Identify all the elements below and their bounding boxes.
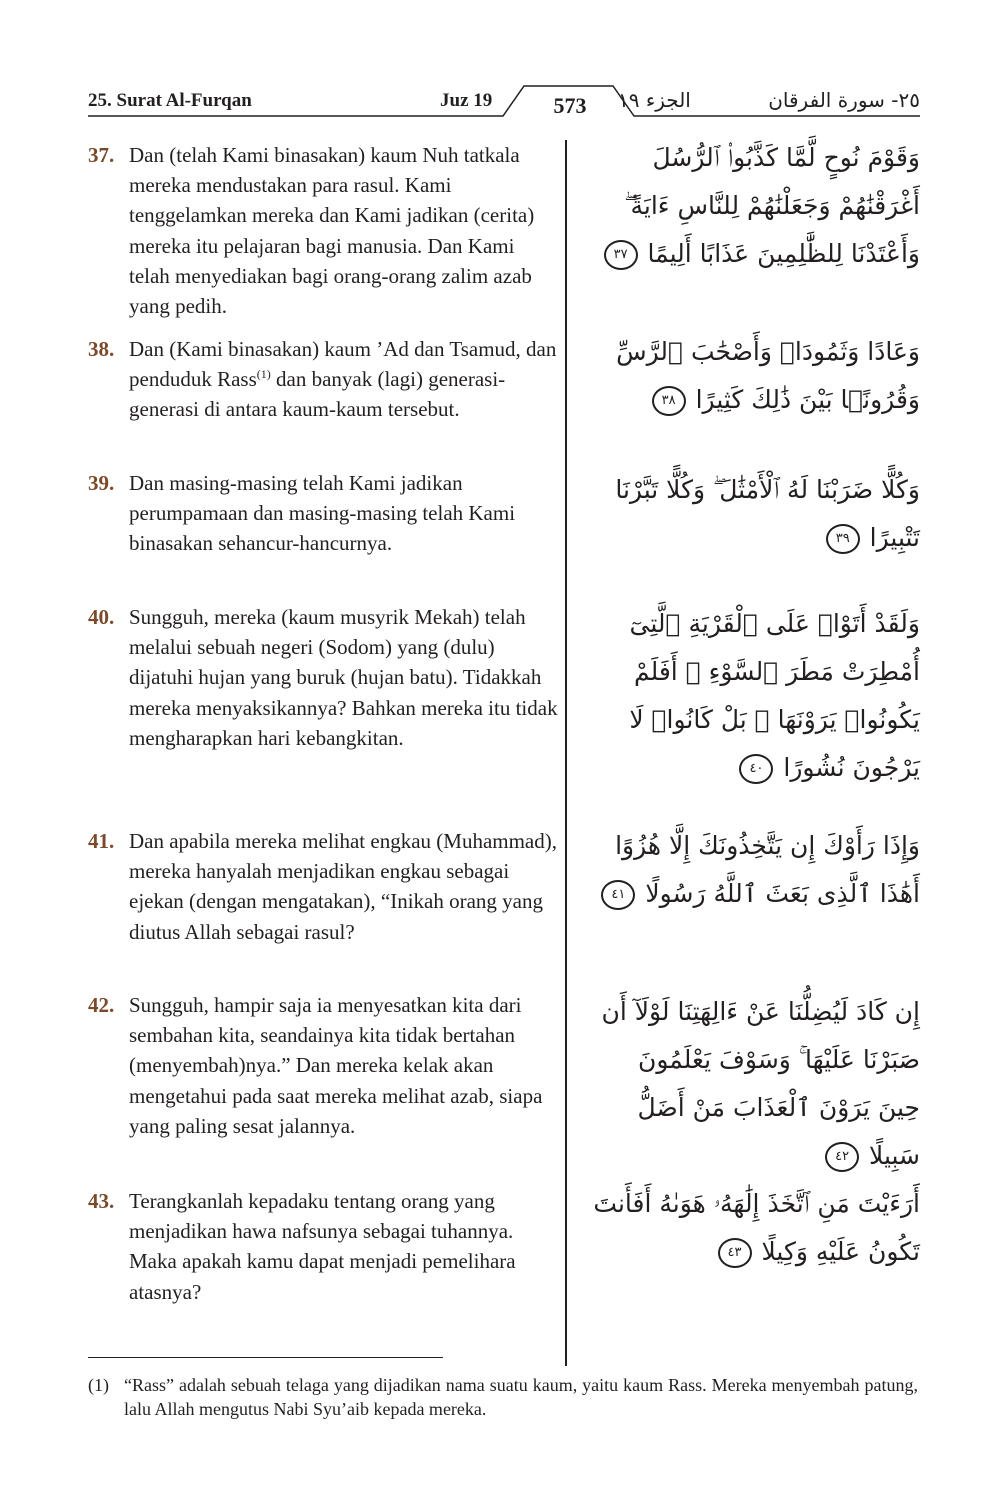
ayah-end-marker: ٤١ (601, 880, 635, 910)
ayah-end-marker: ٤٢ (825, 1142, 859, 1172)
arabic-verse-41 (590, 822, 920, 918)
verse-translation-40 (88, 602, 558, 753)
page-header (88, 0, 920, 124)
arabic-verse-40 (590, 600, 920, 792)
verse-translation-38 (88, 334, 558, 425)
arabic-text: وَعَادًا وَثَمُودَا۟ وَأَصْحَٰبَ ٱلرَّسِّ وَقُرُونًۢا بَيْنَ ذَٰلِكَ كَثِيرًا (616, 337, 920, 414)
footnote-number: (1) (88, 1375, 109, 1395)
arabic-text: وَكُلًّا ضَرَبْنَا لَهُ ٱلْأَمْثَٰلَ ۖ وَكُلًّا تَبَّرْنَا تَتْبِيرًا (615, 475, 920, 552)
arabic-text: وَقَوْمَ نُوحٍ لَّمَّا كَذَّبُوا۟ ٱلرُّسُلَ أَغْرَقْنَٰهُمْ وَجَعَلْنَٰهُمْ لِلنَّاسِ ءَايَةً ۖ وَأَعْتَدْنَا لِلظَّٰلِمِينَ عَذَابًا أَلِيمًا (624, 143, 920, 268)
arabic-verse-39 (590, 466, 920, 562)
verse-text-part: dan banyak (lagi) generasi-generasi di antara kaum-kaum tersebut. (129, 367, 506, 422)
arabic-verse-43 (590, 1180, 920, 1276)
verse-text: Terangkanlah kepadaku tentang orang yang menjadikan hawa nafsunya sebagai tuhannya. Maka apakah kamu dapat menjadi pemelihara atasnya? (129, 1189, 516, 1304)
footnote-rule (88, 1357, 443, 1358)
arabic-verse-38 (590, 328, 920, 424)
verse-text: Dan apabila mereka melihat engkau (Muhammad), mereka hanyalah menjadikan engkau sebagai ejekan (dengan mengatakan), “Inikah orang yang diutus Allah sebagai rasul? (129, 829, 557, 944)
footnote (88, 1373, 918, 1421)
arabic-verse-42 (590, 988, 920, 1180)
verse-number: 40. (88, 605, 115, 629)
ayah-end-marker: ٣٧ (604, 240, 638, 270)
verse-number: 43. (88, 1189, 115, 1213)
surah-title-arabic: ٢٥- سورة الفرقان (768, 88, 920, 112)
verse-number: 42. (88, 993, 115, 1017)
arabic-verse-37 (590, 134, 920, 278)
footnote-ref: (1) (256, 367, 271, 382)
verse-text-part: Dan (Kami binasakan) kaum ’Ad dan Tsamud, dan penduduk Rass (129, 337, 557, 392)
verse-text: Dan (telah Kami binasakan) kaum Nuh tatkala mereka mendustakan para rasul. Kami tenggelamkan mereka dan Kami jadikan (cerita) mereka itu pelajaran bagi manusia. Dan Kami telah menyediakan bagi orang-orang zalim azab yang pedih. (129, 143, 535, 319)
ayah-end-marker: ٤٠ (739, 754, 773, 784)
verse-number: 38. (88, 337, 115, 361)
page-number: 573 (553, 93, 587, 118)
arabic-text: أَرَءَيْتَ مَنِ ٱتَّخَذَ إِلَٰهَهُۥ هَوَىٰهُ أَفَأَنتَ تَكُونُ عَلَيْهِ وَكِيلًا (593, 1189, 920, 1266)
arabic-text: وَإِذَا رَأَوْكَ إِن يَتَّخِذُونَكَ إِلَّا هُزُوًا أَهَٰذَا ٱلَّذِى بَعَثَ ٱللَّهُ رَسُولًا (615, 831, 920, 908)
verse-number: 41. (88, 829, 115, 853)
footnote-text: “Rass” adalah sebuah telaga yang dijadikan nama suatu kaum, yaitu kaum Rass. Mereka menyembah patung, lalu Allah mengutus Nabi Syu’aib kepada mereka. (124, 1375, 918, 1419)
verse-number: 37. (88, 143, 115, 167)
ayah-end-marker: ٣٩ (826, 524, 860, 554)
arabic-text: إِن كَادَ لَيُضِلُّنَا عَنْ ءَالِهَتِنَا لَوْلَآ أَن صَبَرْنَا عَلَيْهَا ۚ وَسَوْفَ يَعْلَمُونَ حِينَ يَرَوْنَ ٱلْعَذَابَ مَنْ أَضَلُّ سَبِيلًا (601, 997, 920, 1170)
verse-text: Sungguh, mereka (kaum musyrik Mekah) telah melalui sebuah negeri (Sodom) yang (dulu) dijatuhi hujan yang buruk (hujan batu). Tidakkah mereka menyaksikannya? Bahkan mereka itu tidak mengharapkan hari kebangkitan. (129, 605, 558, 750)
arabic-text: وَلَقَدْ أَتَوْا۟ عَلَى ٱلْقَرْيَةِ ٱلَّتِىٓ أُمْطِرَتْ مَطَرَ ٱلسَّوْءِ ۚ أَفَلَمْ يَكُونُوا۟ يَرَوْنَهَا ۚ بَلْ كَانُوا۟ لَا يَرْجُونَ نُشُورًا (629, 609, 920, 782)
verse-text: Dan masing-masing telah Kami jadikan perumpamaan dan masing-masing telah Kami binasakan sehancur-hancurnya. (129, 471, 516, 556)
juz-label: Juz 19 (440, 90, 493, 111)
verse-number: 39. (88, 471, 115, 495)
verse-translation-37 (88, 140, 558, 321)
verse-translation-39 (88, 468, 558, 559)
ayah-end-marker: ٣٨ (652, 386, 686, 416)
ayah-end-marker: ٤٣ (718, 1238, 752, 1268)
column-divider (565, 140, 567, 1366)
verse-text (129, 334, 558, 425)
verse-translation-41 (88, 826, 558, 947)
juz-label-arabic: الجزء ١٩ (618, 88, 691, 112)
verse-text: Sungguh, hampir saja ia menyesatkan kita dari sembahan kita, seandainya kita tidak bertahan (menyembah)nya.” Dan mereka kelak akan mengetahui pada saat mereka melihat azab, siapa yang paling sesat jalannya. (129, 993, 543, 1138)
verse-translation-43 (88, 1186, 558, 1307)
verse-translation-42 (88, 990, 558, 1141)
surah-title: 25. Surat Al-Furqan (88, 90, 252, 111)
